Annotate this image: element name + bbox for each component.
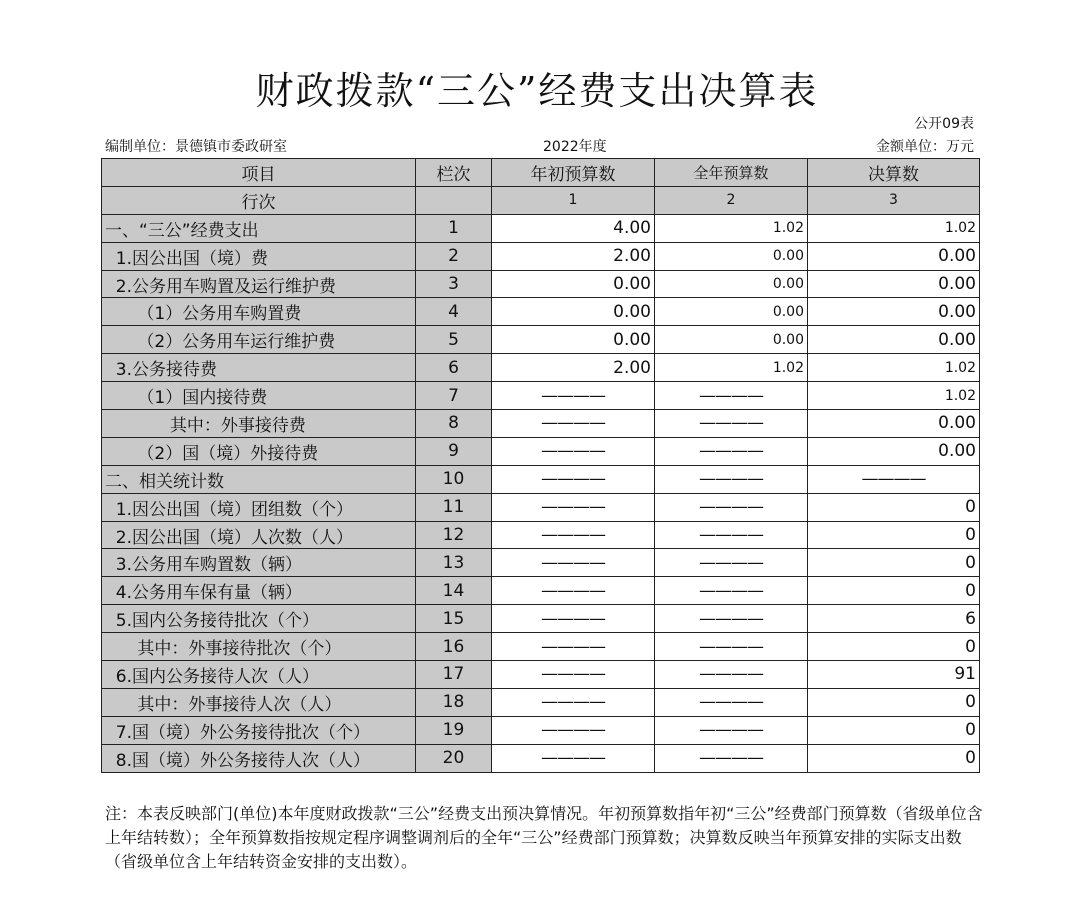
header-final-account: 决算数 — [808, 159, 980, 187]
annual-budget-cell: ———— — [655, 382, 808, 410]
initial-budget-cell: ———— — [492, 382, 655, 410]
table-row — [102, 493, 980, 521]
annual-budget-cell: ———— — [655, 605, 808, 633]
column-no-cell: 17 — [416, 661, 492, 689]
column-no-cell: 7 — [416, 382, 492, 410]
item-cell: 一、“三公”经费支出 — [102, 214, 416, 242]
column-no-cell: 9 — [416, 437, 492, 465]
table-subheader-row — [102, 186, 980, 214]
final-account-cell: 91 — [808, 661, 980, 689]
table-row — [102, 214, 980, 242]
initial-budget-cell: ———— — [492, 688, 655, 716]
final-account-cell: 0.00 — [808, 410, 980, 438]
column-no-cell: 1 — [416, 214, 492, 242]
final-account-cell: 0 — [808, 744, 980, 772]
annual-budget-cell: ———— — [655, 661, 808, 689]
item-cell: 其中：外事接待人次（人） — [102, 688, 416, 716]
column-no-cell: 8 — [416, 410, 492, 438]
initial-budget-cell: ———— — [492, 577, 655, 605]
footnote: 注：本表反映部门(单位)本年度财政拨款“三公”经费支出预决算情况。年初预算数指年初“三公”经费部门预算数（省级单位含上年结转数）；全年预算数指按规定程序调整调剂后的全年“三公”经费部门预算数；决算数反映当年预算安排的实际支出数（省级单位含上年结转资金安排的支出数）。 — [105, 804, 983, 871]
table-row — [102, 298, 980, 326]
item-cell: 4.公务用车保有量（辆） — [102, 577, 416, 605]
header-initial-budget: 年初预算数 — [492, 159, 655, 187]
column-no-cell: 6 — [416, 354, 492, 382]
column-no-cell: 16 — [416, 633, 492, 661]
table-row — [102, 465, 980, 493]
initial-budget-cell: 0.00 — [492, 298, 655, 326]
column-no-cell: 5 — [416, 326, 492, 354]
column-no-cell: 20 — [416, 744, 492, 772]
header-item: 项目 — [102, 159, 416, 187]
annual-budget-cell: ———— — [655, 688, 808, 716]
initial-budget-cell: ———— — [492, 521, 655, 549]
annual-budget-cell: 1.02 — [655, 354, 808, 382]
item-cell: 7.国（境）外公务接待批次（个） — [102, 716, 416, 744]
subheader-col-3: 3 — [808, 186, 980, 214]
amount-unit: 金额单位：万元 — [876, 139, 974, 155]
item-cell: 3.公务用车购置数（辆） — [102, 549, 416, 577]
item-cell: 2.公务用车购置及运行维护费 — [102, 270, 416, 298]
final-account-cell: 0 — [808, 716, 980, 744]
initial-budget-cell: 2.00 — [492, 354, 655, 382]
table-row — [102, 577, 980, 605]
fiscal-year: 2022年度 — [543, 139, 607, 155]
annual-budget-cell: ———— — [655, 744, 808, 772]
item-cell: （1）公务用车购置费 — [102, 298, 416, 326]
annual-budget-cell: 0.00 — [655, 326, 808, 354]
item-cell: 3.公务接待费 — [102, 354, 416, 382]
table-row — [102, 326, 980, 354]
final-account-cell: 0.00 — [808, 437, 980, 465]
table-row — [102, 410, 980, 438]
item-cell: 5.国内公务接待批次（个） — [102, 605, 416, 633]
subheader-col-1: 1 — [492, 186, 655, 214]
initial-budget-cell: 0.00 — [492, 326, 655, 354]
annual-budget-cell: ———— — [655, 493, 808, 521]
final-account-cell: 1.02 — [808, 214, 980, 242]
initial-budget-cell: ———— — [492, 437, 655, 465]
table-row — [102, 521, 980, 549]
column-no-cell: 19 — [416, 716, 492, 744]
subheader-col-2: 2 — [655, 186, 808, 214]
annual-budget-cell: ———— — [655, 716, 808, 744]
initial-budget-cell: ———— — [492, 716, 655, 744]
initial-budget-cell: ———— — [492, 549, 655, 577]
initial-budget-cell: 0.00 — [492, 270, 655, 298]
table-row — [102, 549, 980, 577]
table-row — [102, 716, 980, 744]
item-cell: 其中：外事接待费 — [102, 410, 416, 438]
table-row — [102, 270, 980, 298]
initial-budget-cell: 4.00 — [492, 214, 655, 242]
column-no-cell: 2 — [416, 242, 492, 270]
column-no-cell: 4 — [416, 298, 492, 326]
header-annual-budget: 全年预算数 — [655, 159, 808, 187]
item-cell: （2）公务用车运行维护费 — [102, 326, 416, 354]
annual-budget-cell: 0.00 — [655, 242, 808, 270]
table-row — [102, 382, 980, 410]
column-no-cell: 12 — [416, 521, 492, 549]
annual-budget-cell: 1.02 — [655, 214, 808, 242]
initial-budget-cell: ———— — [492, 744, 655, 772]
final-account-cell: 0.00 — [808, 242, 980, 270]
page-title: 财政拨款“三公”经费支出决算表 — [255, 69, 819, 113]
final-account-cell: 0 — [808, 577, 980, 605]
column-no-cell: 13 — [416, 549, 492, 577]
final-account-cell: 0 — [808, 549, 980, 577]
item-cell: 1.因公出国（境）团组数（个） — [102, 493, 416, 521]
column-no-cell: 18 — [416, 688, 492, 716]
expenditure-table — [101, 158, 980, 773]
item-cell: （2）国（境）外接待费 — [102, 437, 416, 465]
column-no-cell: 3 — [416, 270, 492, 298]
annual-budget-cell: ———— — [655, 549, 808, 577]
item-cell: 2.因公出国（境）人次数（人） — [102, 521, 416, 549]
final-account-cell: 0 — [808, 633, 980, 661]
final-account-cell: 0 — [808, 493, 980, 521]
table-row — [102, 242, 980, 270]
item-cell: 其中：外事接待批次（个） — [102, 633, 416, 661]
final-account-cell: 6 — [808, 605, 980, 633]
annual-budget-cell: ———— — [655, 437, 808, 465]
final-account-cell: 0.00 — [808, 270, 980, 298]
item-cell: （1）国内接待费 — [102, 382, 416, 410]
item-cell: 二、相关统计数 — [102, 465, 416, 493]
initial-budget-cell: ———— — [492, 605, 655, 633]
table-header-row — [102, 159, 980, 187]
form-number: 公开09表 — [914, 116, 974, 132]
final-account-cell: 0.00 — [808, 326, 980, 354]
initial-budget-cell: ———— — [492, 633, 655, 661]
table-row — [102, 605, 980, 633]
subheader-blank — [416, 186, 492, 214]
table-row — [102, 633, 980, 661]
initial-budget-cell: ———— — [492, 410, 655, 438]
initial-budget-cell: ———— — [492, 493, 655, 521]
table-row — [102, 437, 980, 465]
initial-budget-cell: ———— — [492, 661, 655, 689]
annual-budget-cell: ———— — [655, 633, 808, 661]
table-row — [102, 661, 980, 689]
header-column-no: 栏次 — [416, 159, 492, 187]
column-no-cell: 14 — [416, 577, 492, 605]
initial-budget-cell: 2.00 — [492, 242, 655, 270]
annual-budget-cell: ———— — [655, 410, 808, 438]
annual-budget-cell: 0.00 — [655, 298, 808, 326]
item-cell: 8.国（境）外公务接待人次（人） — [102, 744, 416, 772]
compiling-unit: 编制单位：景德镇市委政研室 — [105, 139, 287, 155]
final-account-cell: ———— — [808, 465, 980, 493]
final-account-cell: 0 — [808, 688, 980, 716]
table-row — [102, 354, 980, 382]
annual-budget-cell: 0.00 — [655, 270, 808, 298]
final-account-cell: 0.00 — [808, 298, 980, 326]
item-cell: 1.因公出国（境）费 — [102, 242, 416, 270]
table-row — [102, 688, 980, 716]
item-cell: 6.国内公务接待人次（人） — [102, 661, 416, 689]
subheader-row-label: 行次 — [102, 186, 416, 214]
annual-budget-cell: ———— — [655, 577, 808, 605]
column-no-cell: 11 — [416, 493, 492, 521]
final-account-cell: 1.02 — [808, 382, 980, 410]
annual-budget-cell: ———— — [655, 465, 808, 493]
column-no-cell: 15 — [416, 605, 492, 633]
initial-budget-cell: ———— — [492, 465, 655, 493]
final-account-cell: 0 — [808, 521, 980, 549]
table-row — [102, 744, 980, 772]
column-no-cell: 10 — [416, 465, 492, 493]
annual-budget-cell: ———— — [655, 521, 808, 549]
final-account-cell: 1.02 — [808, 354, 980, 382]
